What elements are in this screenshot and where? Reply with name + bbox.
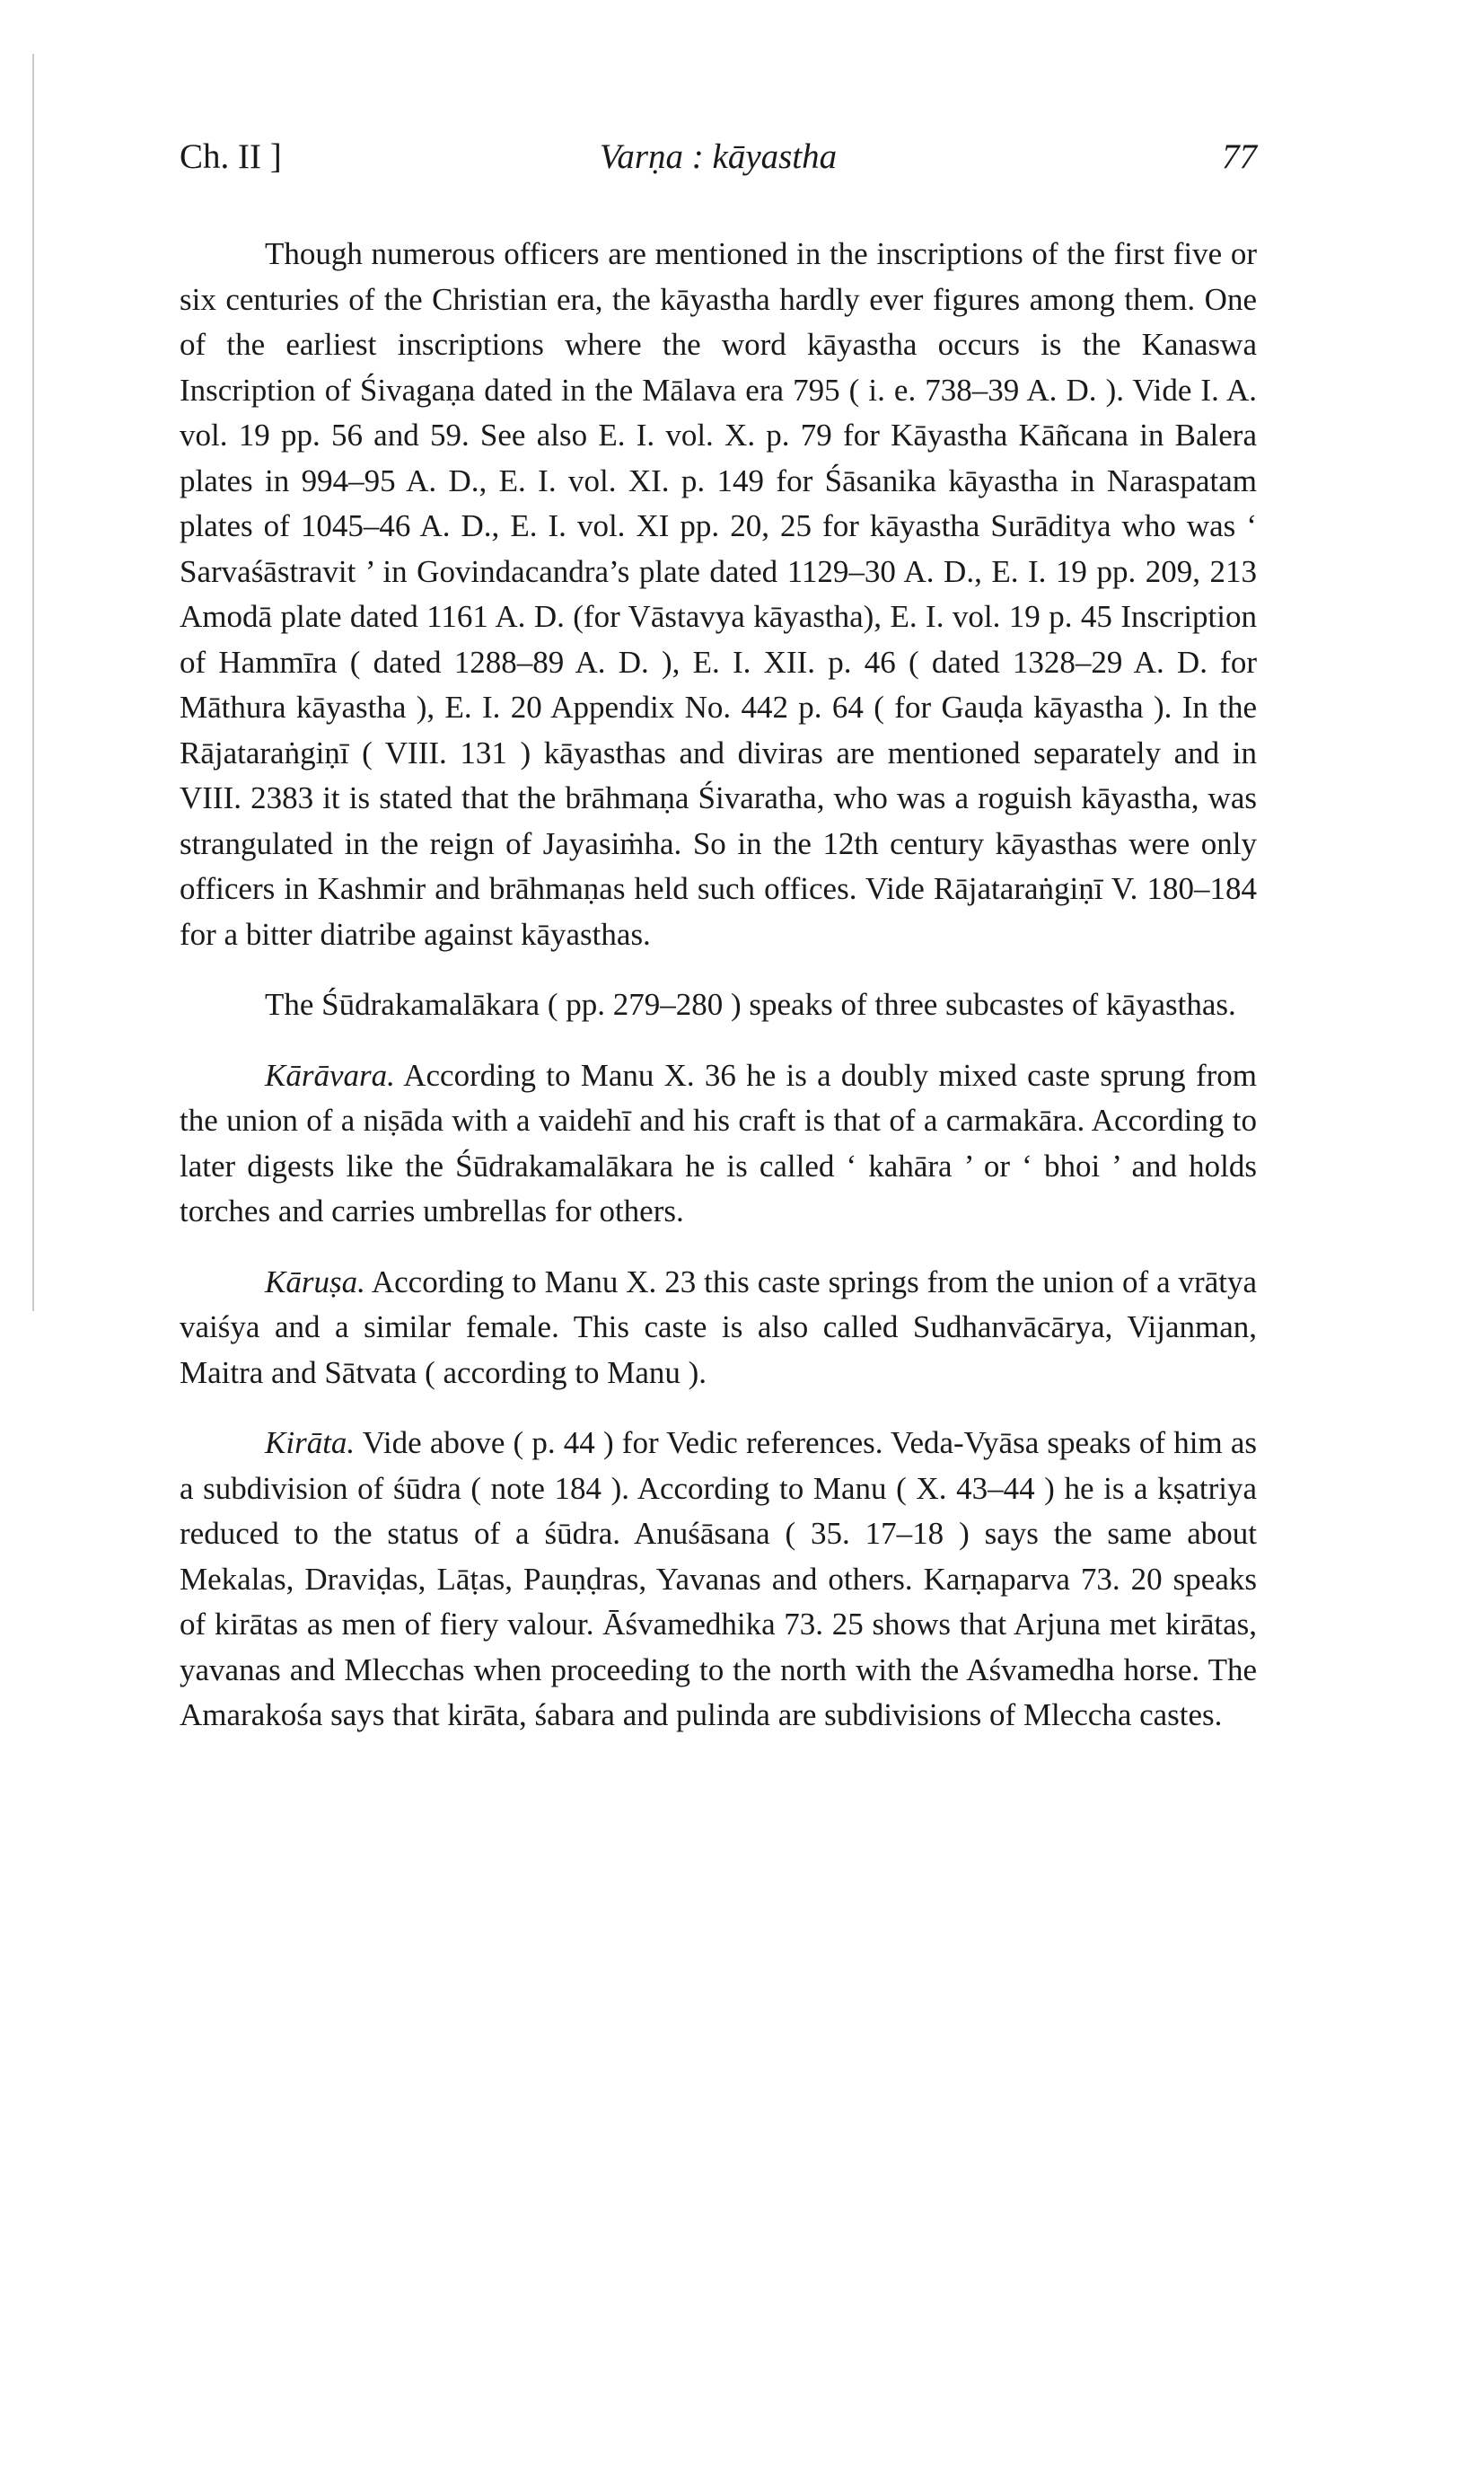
running-title: Varṇa : kāyastha: [599, 137, 838, 176]
chapter-label: Ch. II ]: [180, 137, 282, 176]
body-text: [180, 232, 1257, 1764]
paragraph-karavara: [180, 1053, 1257, 1235]
paragraph-text: Vide above ( p. 44 ) for Vedic references. Veda-Vyāsa speaks of him as a subdivision of śūdra ( note 184 ). According to Manu ( X. 43–44 ) he is a kṣatriya reduced to the status of a śūdra. Anuśāsana ( 35. 17–18 ) says the same about Mekalas, Draviḍas, Lāṭas, Pauṇḍras, Yavanas and others. Karṇaparva 73. 20 speaks of kirātas as men of fiery valour. Āśvamedhika 73. 25 shows that Arjuna met kirātas, yavanas and Mlecchas when proceeding to the north with the Aśvamedha horse. The Amarakośa says that kirāta, śabara and pulinda are subdivisions of Mleccha castes.: [180, 1425, 1257, 1732]
paragraph-text: Though numerous officers are mentioned in the inscriptions of the first five or six centuries of the Christian era, the kāyastha hardly ever figures among them. One of the earliest inscriptions where the word kāyastha occurs is the Kanaswa Inscription of Śivagaṇa dated in the Mālava era 795 ( i. e. 738–39 A. D. ). Vide I. A. vol. 19 pp. 56 and 59. See also E. I. vol. X. p. 79 for Kāyastha Kāñcana in Balera plates in 994–95 A. D., E. I. vol. XI. p. 149 for Śāsanika kāyastha in Naraspatam plates of 1045–46 A. D., E. I. vol. XI pp. 20, 25 for kāyastha Surāditya who was ‘ Sarvaśāstravit ’ in Govindacandra’s plate dated 1129–30 A. D., E. I. 19 pp. 209, 213 Amodā plate dated 1161 A. D. (for Vāstavya kāyastha), E. I. vol. 19 p. 45 Inscription of Hammīra ( dated 1288–89 A. D. ), E. I. XII. p. 46 ( dated 1328–29 A. D. for Māthura kāyastha ), E. I. 20 Appendix No. 442 p. 64 ( for Gauḍa kāyastha ). In the Rājataraṅgiṇī ( VIII. 131 ) kāyasthas and diviras are mentioned separately and in VIII. 2383 it is stated that the brāhmaṇa Śivaratha, who was a roguish kāyastha, was strangulated in the reign of Jayasiṁha. So in the 12th century kāyasthas were only officers in Kashmir and brāhmaṇas held such offices. Vide Rājataraṅgiṇī V. 180–184 for a bitter diatribe against kāyasthas.: [180, 236, 1257, 952]
paragraph-text: The Śūdrakamalākara ( pp. 279–280 ) speaks of three subcastes of kāyasthas.: [265, 987, 1236, 1022]
term-kirata: Kirāta.: [265, 1425, 356, 1460]
paragraph-karusa: [180, 1260, 1257, 1396]
paragraph-subcastes: [180, 982, 1257, 1028]
page-number: 77: [1222, 137, 1257, 176]
paragraph-text: According to Manu X. 36 he is a doubly mixed caste sprung from the union of a niṣāda with a vaidehī and his craft is that of a carmakāra. According to later digests like the Śūdrakamalākara he is called ‘ kahāra ’ or ‘ bhoi ’ and holds torches and carries umbrellas for others.: [180, 1057, 1257, 1228]
paragraph-kayastha-inscriptions: [180, 232, 1257, 957]
scan-edge-line: [32, 54, 34, 1311]
paragraph-text: According to Manu X. 23 this caste springs from the union of a vrātya vaiśya and a similar female. This caste is also called Sudhanvācārya, Vijanman, Maitra and Sātvata ( according to Manu ).: [180, 1264, 1257, 1390]
term-karavara: Kārāvara.: [265, 1057, 395, 1093]
running-head: [180, 136, 1257, 181]
paragraph-kirata: [180, 1421, 1257, 1739]
term-karusa: Kāruṣa.: [265, 1264, 365, 1299]
